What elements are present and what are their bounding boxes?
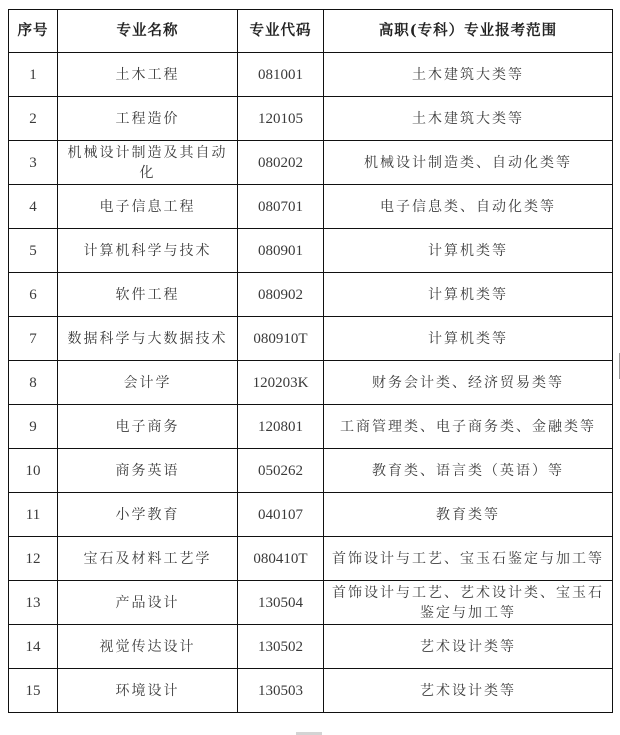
row-index: 8: [9, 361, 58, 405]
row-major-code: 081001: [238, 53, 324, 97]
table-row: [9, 405, 613, 449]
row-major-code: 130502: [238, 625, 324, 669]
table-row: [9, 537, 613, 581]
row-index: 15: [9, 669, 58, 713]
table-row: [9, 449, 613, 493]
table-row: [9, 361, 613, 405]
row-major-name: 工程造价: [58, 97, 238, 141]
row-application-scope: 财务会计类、经济贸易类等: [324, 361, 613, 405]
row-index: 13: [9, 581, 58, 625]
row-major-name: 宝石及材料工艺学: [58, 537, 238, 581]
row-major-code: 080901: [238, 229, 324, 273]
row-index: 2: [9, 97, 58, 141]
row-major-name: 软件工程: [58, 273, 238, 317]
row-index: 12: [9, 537, 58, 581]
table-row: [9, 581, 613, 625]
row-major-code: 080202: [238, 141, 324, 185]
row-application-scope: 艺术设计类等: [324, 625, 613, 669]
row-index: 9: [9, 405, 58, 449]
row-major-name: 电子信息工程: [58, 185, 238, 229]
row-major-code: 130503: [238, 669, 324, 713]
row-application-scope: 工商管理类、电子商务类、金融类等: [324, 405, 613, 449]
row-index: 11: [9, 493, 58, 537]
row-major-code: 040107: [238, 493, 324, 537]
row-major-code: 080910T: [238, 317, 324, 361]
majors-table: [8, 9, 613, 713]
table-row: [9, 53, 613, 97]
row-application-scope: 土木建筑大类等: [324, 97, 613, 141]
row-index: 4: [9, 185, 58, 229]
row-application-scope: 土木建筑大类等: [324, 53, 613, 97]
row-major-code: 120801: [238, 405, 324, 449]
row-application-scope: 计算机类等: [324, 229, 613, 273]
row-application-scope: 教育类等: [324, 493, 613, 537]
row-major-name: 商务英语: [58, 449, 238, 493]
row-major-code: 080701: [238, 185, 324, 229]
row-index: 10: [9, 449, 58, 493]
row-application-scope: 计算机类等: [324, 273, 613, 317]
row-major-name: 环境设计: [58, 669, 238, 713]
row-major-name: 产品设计: [58, 581, 238, 625]
table-header-row: [9, 10, 613, 53]
row-major-name: 会计学: [58, 361, 238, 405]
table-row: [9, 273, 613, 317]
row-major-code: 080410T: [238, 537, 324, 581]
document-page: [8, 9, 612, 713]
row-index: 7: [9, 317, 58, 361]
table-row: [9, 493, 613, 537]
row-major-name: 电子商务: [58, 405, 238, 449]
row-major-name: 视觉传达设计: [58, 625, 238, 669]
row-application-scope: 首饰设计与工艺、宝玉石鉴定与加工等: [324, 537, 613, 581]
header-index: 序号: [9, 10, 58, 53]
table-row: [9, 229, 613, 273]
row-index: 14: [9, 625, 58, 669]
table-row: [9, 141, 613, 185]
row-application-scope: 机械设计制造类、自动化类等: [324, 141, 613, 185]
header-major-code: 专业代码: [238, 10, 324, 53]
header-application-scope: 高职(专科）专业报考范围: [324, 10, 613, 53]
table-row: [9, 317, 613, 361]
row-index: 3: [9, 141, 58, 185]
row-index: 5: [9, 229, 58, 273]
table-row: [9, 669, 613, 713]
row-major-name: 数据科学与大数据技术: [58, 317, 238, 361]
row-major-code: 130504: [238, 581, 324, 625]
table-row: [9, 185, 613, 229]
row-major-name: 计算机科学与技术: [58, 229, 238, 273]
row-major-code: 050262: [238, 449, 324, 493]
row-index: 6: [9, 273, 58, 317]
row-major-code: 080902: [238, 273, 324, 317]
table-row: [9, 625, 613, 669]
row-index: 1: [9, 53, 58, 97]
row-application-scope: 教育类、语言类（英语）等: [324, 449, 613, 493]
row-major-name: 小学教育: [58, 493, 238, 537]
row-major-code: 120203K: [238, 361, 324, 405]
row-major-name: 土木工程: [58, 53, 238, 97]
header-major-name: 专业名称: [58, 10, 238, 53]
row-major-code: 120105: [238, 97, 324, 141]
row-major-name: 机械设计制造及其自动化: [58, 141, 238, 185]
row-application-scope: 电子信息类、自动化类等: [324, 185, 613, 229]
row-application-scope: 计算机类等: [324, 317, 613, 361]
table-row: [9, 97, 613, 141]
row-application-scope: 艺术设计类等: [324, 669, 613, 713]
row-application-scope: 首饰设计与工艺、艺术设计类、宝玉石鉴定与加工等: [324, 581, 613, 625]
